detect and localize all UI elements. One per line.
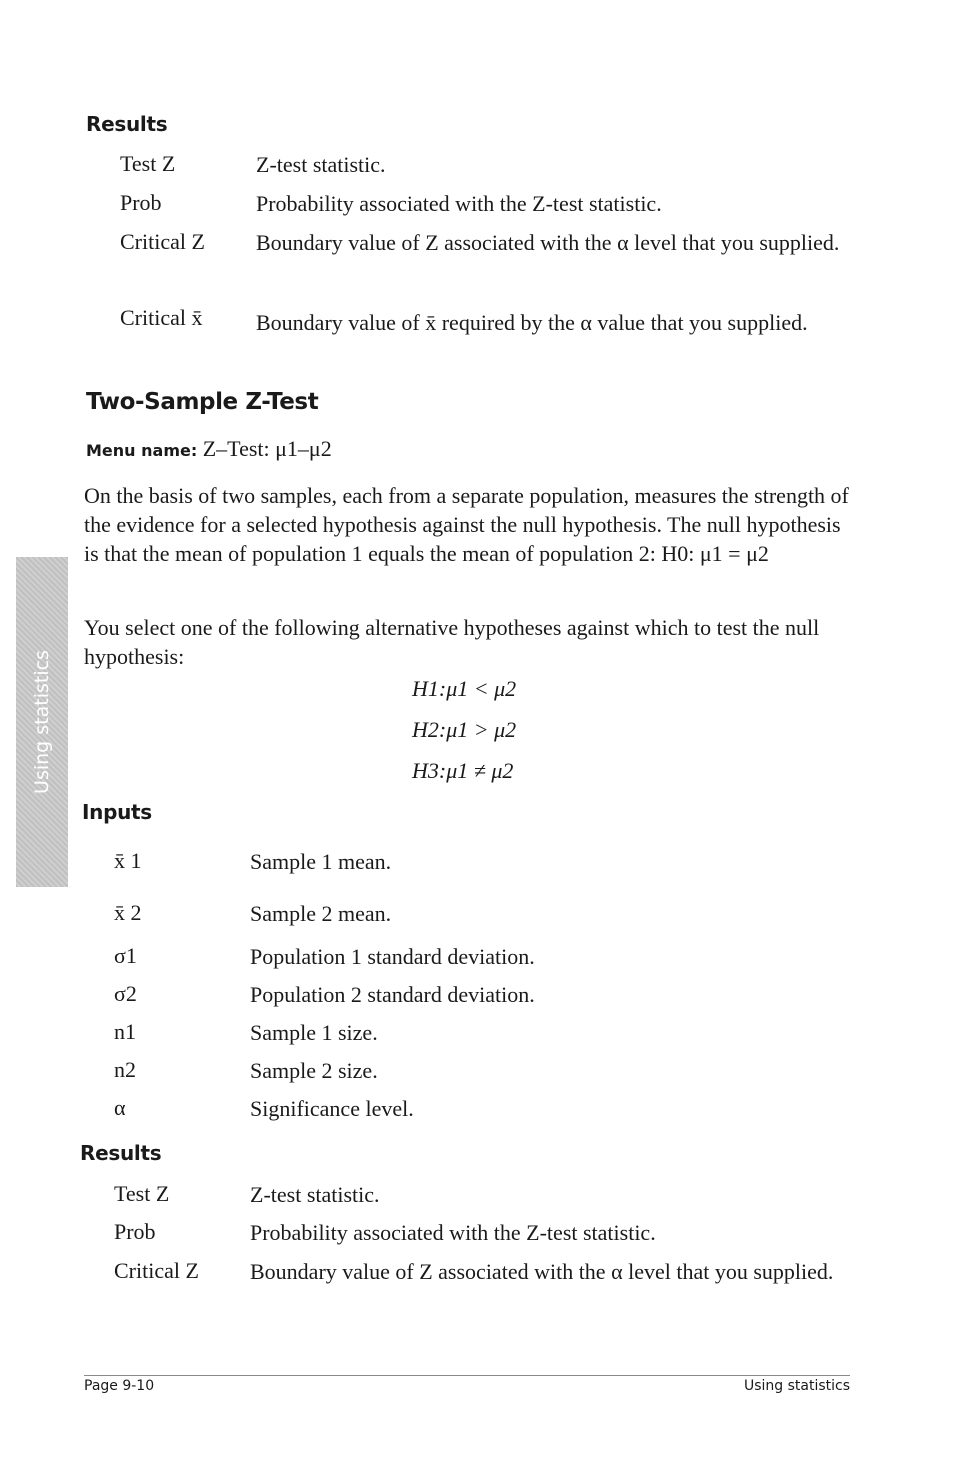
hypothesis-3: H3:μ1 ≠ μ2 bbox=[412, 758, 514, 783]
result-desc: Boundary value of Z associated with the α level that you supplied. bbox=[256, 230, 840, 255]
result-desc: Probability associated with the Z-test statistic. bbox=[250, 1220, 656, 1245]
result-term: Prob bbox=[120, 190, 162, 215]
input-desc: Sample 1 mean. bbox=[250, 849, 392, 874]
input-term: σ1 bbox=[114, 943, 137, 968]
input-desc: Sample 2 mean. bbox=[250, 901, 392, 926]
footer-chapter: Using statistics bbox=[743, 1378, 850, 1394]
result-desc: Probability associated with the Z-test statistic. bbox=[256, 191, 662, 216]
results-heading-top: Results bbox=[86, 112, 168, 136]
results-heading-bottom: Results bbox=[80, 1141, 162, 1165]
input-desc: Population 2 standard deviation. bbox=[250, 982, 535, 1007]
input-desc: Sample 1 size. bbox=[250, 1020, 378, 1045]
input-term: x̄ 1 bbox=[114, 848, 142, 873]
result-term: Test Z bbox=[114, 1181, 170, 1206]
result-term: Critical Z bbox=[120, 229, 205, 254]
description-paragraph: On the basis of two samples, each from a separate population, measures the strength of the evidence for a selected hypothesis against the null hypothesis. The null hypothesis is that the mean of population 1 equals the mean of population 2: H0: μ1 = μ2 bbox=[84, 483, 849, 566]
menu-name-label: Menu name: bbox=[86, 441, 198, 460]
section-title: Two-Sample Z-Test bbox=[86, 389, 319, 415]
menu-name bbox=[86, 436, 332, 462]
result-desc: Z-test statistic. bbox=[250, 1182, 380, 1207]
hypothesis-1: H1:μ1 < μ2 bbox=[412, 676, 517, 701]
input-term: n1 bbox=[114, 1019, 136, 1044]
result-desc: Boundary value of Z associated with the α level that you supplied. bbox=[250, 1259, 834, 1284]
input-term: n2 bbox=[114, 1057, 136, 1082]
result-desc: Boundary value of x̄ required by the α value that you supplied. bbox=[256, 310, 808, 335]
chapter-side-tab-label: Using statistics bbox=[31, 650, 53, 794]
input-desc: Population 1 standard deviation. bbox=[250, 944, 535, 969]
result-term: Prob bbox=[114, 1219, 156, 1244]
inputs-heading: Inputs bbox=[82, 800, 152, 824]
hypothesis-2: H2:μ1 > μ2 bbox=[412, 717, 517, 742]
result-term: Test Z bbox=[120, 151, 176, 176]
input-desc: Sample 2 size. bbox=[250, 1058, 378, 1083]
result-term: Critical Z bbox=[114, 1258, 199, 1283]
result-desc: Z-test statistic. bbox=[256, 152, 386, 177]
input-term: σ2 bbox=[114, 981, 137, 1006]
instruction-paragraph: You select one of the following alternative hypotheses against which to test the null hypothesis: bbox=[84, 615, 820, 669]
input-desc: Significance level. bbox=[250, 1096, 414, 1121]
input-term: α bbox=[114, 1095, 126, 1120]
page-number: Page 9-10 bbox=[84, 1378, 155, 1394]
menu-name-value: Z–Test: μ1–μ2 bbox=[202, 436, 332, 461]
footer-rule bbox=[84, 1375, 850, 1376]
input-term: x̄ 2 bbox=[114, 900, 142, 925]
result-term: Critical x̄ bbox=[120, 305, 203, 330]
